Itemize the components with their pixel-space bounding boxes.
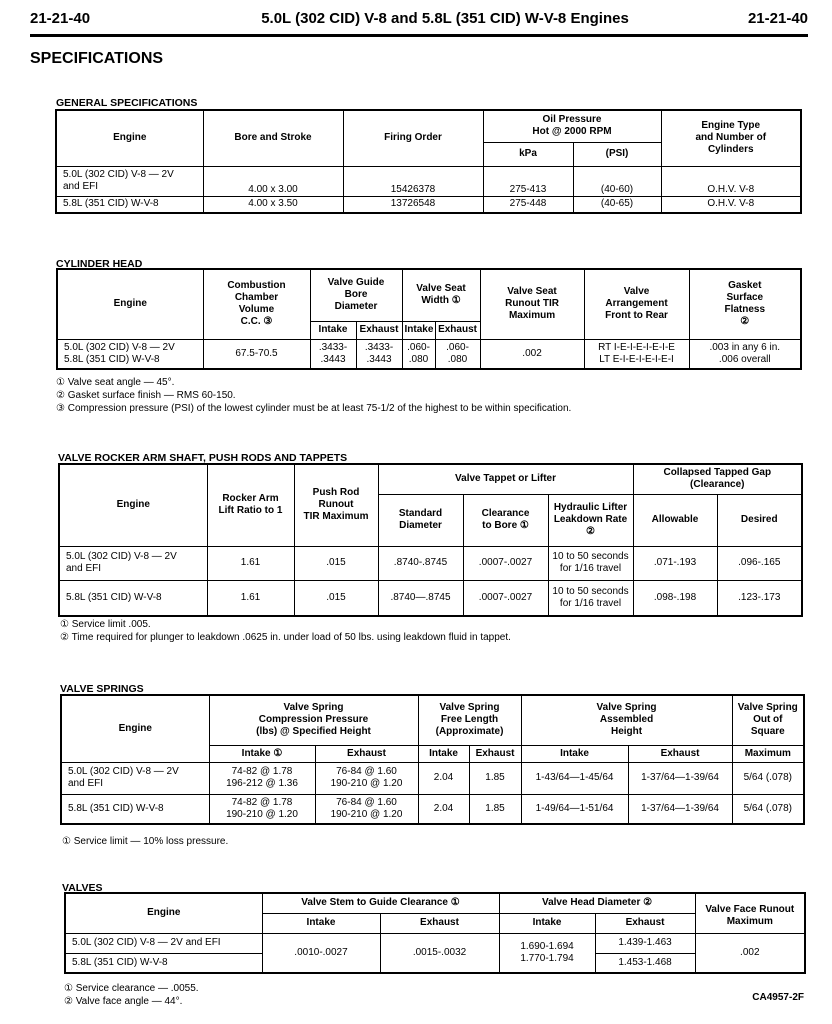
square-cell: 5/64 (.078) bbox=[732, 794, 804, 824]
ratio-cell: 1.61 bbox=[207, 546, 294, 580]
head-exhaust-cell: 1.439-1.463 bbox=[595, 933, 695, 953]
page-header bbox=[30, 6, 808, 37]
asm-intake-cell: 1-43/64—1-45/64 bbox=[521, 762, 628, 794]
head-header-gasket: Gasket Surface Flatness ② bbox=[689, 269, 801, 339]
springs-header-free: Valve Spring Free Length (Approximate) bbox=[418, 695, 521, 745]
springs-table bbox=[60, 694, 805, 825]
footnote: ③ Compression pressure (PSI) of the lowest cylinder must be at least 75-1/2 of the highest to be within specification. bbox=[56, 403, 572, 414]
table-row bbox=[56, 196, 801, 213]
head-header-runout: Valve Seat Runout TIR Maximum bbox=[480, 269, 584, 339]
engine-cell: 5.8L (351 CID) W-V-8 bbox=[56, 196, 203, 213]
page-header-title: 5.0L (302 CID) V-8 and 5.8L (351 CID) W-V-8 Engines bbox=[261, 10, 629, 27]
general-header-kpa: kPa bbox=[483, 142, 573, 166]
kpa-cell: 275-448 bbox=[483, 196, 573, 213]
gasket-cell: .003 in any 6 in. .006 overall bbox=[689, 339, 801, 369]
engine-cell: 5.0L (302 CID) V-8 — 2V 5.8L (351 CID) W-V-8 bbox=[57, 339, 203, 369]
valves-header-face: Valve Face Runout Maximum bbox=[695, 893, 805, 933]
general-specs-title: GENERAL SPECIFICATIONS bbox=[56, 97, 198, 109]
allow-cell: .098-.198 bbox=[633, 580, 717, 616]
figure-code: CA4957-2F bbox=[752, 992, 804, 1003]
engine-cell: 5.8L (351 CID) W-V-8 bbox=[61, 794, 209, 824]
head-header-seat-width: Valve Seat Width ① bbox=[402, 269, 480, 321]
valves-header-head-intake: Intake bbox=[499, 913, 595, 933]
rocker-header-leak: Hydraulic Lifter Leakdown Rate ② bbox=[548, 494, 633, 546]
bore-cell: 4.00 x 3.50 bbox=[203, 196, 343, 213]
valves-header-stem-intake: Intake bbox=[262, 913, 380, 933]
rocker-header-pushrod: Push Rod Runout TIR Maximum bbox=[294, 464, 378, 546]
type-cell: O.H.V. V-8 bbox=[661, 196, 801, 213]
valves-header-head: Valve Head Diameter ② bbox=[499, 893, 695, 913]
valves-title: VALVES bbox=[62, 882, 103, 894]
guide-intake-cell: .3433- .3443 bbox=[310, 339, 356, 369]
runout-cell: .002 bbox=[480, 339, 584, 369]
page-number-left: 21-21-40 bbox=[30, 10, 91, 27]
allow-cell: .071-.193 bbox=[633, 546, 717, 580]
std-cell: .8740—.8745 bbox=[378, 580, 463, 616]
leak-cell: 10 to 50 seconds for 1/16 travel bbox=[548, 580, 633, 616]
footnote: ① Valve seat angle — 45°. bbox=[56, 377, 175, 388]
type-cell: O.H.V. V-8 bbox=[661, 166, 801, 196]
table-row bbox=[61, 794, 804, 824]
ratio-cell: 1.61 bbox=[207, 580, 294, 616]
head-header-arrangement: Valve Arrangement Front to Rear bbox=[584, 269, 689, 339]
arrangement-cell: RT I-E-I-E-I-E-I-E LT E-I-E-I-E-I-E-I bbox=[584, 339, 689, 369]
std-cell: .8740-.8745 bbox=[378, 546, 463, 580]
general-specs-table bbox=[55, 109, 802, 214]
table-row bbox=[59, 580, 802, 616]
general-header-type: Engine Type and Number of Cylinders bbox=[661, 110, 801, 166]
springs-header-engine: Engine bbox=[61, 695, 209, 762]
desired-cell: .123-.173 bbox=[717, 580, 802, 616]
bore-cell: 4.00 x 3.00 bbox=[203, 166, 343, 196]
engine-cell: 5.8L (351 CID) W-V-8 bbox=[59, 580, 207, 616]
engine-cell: 5.0L (302 CID) V-8 — 2V and EFI bbox=[59, 546, 207, 580]
rocker-header-gap: Collapsed Tapped Gap (Clearance) bbox=[633, 464, 802, 494]
square-cell: 5/64 (.078) bbox=[732, 762, 804, 794]
footnote: ② Gasket surface finish — RMS 60-150. bbox=[56, 390, 236, 401]
rocker-header-desired: Desired bbox=[717, 494, 802, 546]
footnote: ② Valve face angle — 44°. bbox=[64, 996, 183, 1007]
guide-exhaust-cell: .3433- .3443 bbox=[356, 339, 402, 369]
general-header-bore: Bore and Stroke bbox=[203, 110, 343, 166]
stem-intake-cell: .0010-.0027 bbox=[262, 933, 380, 973]
seat-intake-cell: .060- .080 bbox=[402, 339, 435, 369]
rocker-header-ratio: Rocker Arm Lift Ratio to 1 bbox=[207, 464, 294, 546]
springs-header-comp-intake: Intake ① bbox=[209, 745, 315, 762]
pushrod-cell: .015 bbox=[294, 580, 378, 616]
firing-cell: 13726548 bbox=[343, 196, 483, 213]
table-row bbox=[56, 166, 801, 196]
engine-cell: 5.0L (302 CID) V-8 — 2V and EFI bbox=[56, 166, 203, 196]
footnote: ② Time required for plunger to leakdown .0625 in. under load of 50 lbs. using leakdown fluid in tappet. bbox=[60, 632, 511, 643]
general-header-psi: (PSI) bbox=[573, 142, 661, 166]
free-intake-cell: 2.04 bbox=[418, 762, 469, 794]
valves-header-stem: Valve Stem to Guide Clearance ① bbox=[262, 893, 499, 913]
comp-intake-cell: 74-82 @ 1.78 190-210 @ 1.20 bbox=[209, 794, 315, 824]
free-exhaust-cell: 1.85 bbox=[469, 794, 521, 824]
combustion-cell: 67.5-70.5 bbox=[203, 339, 310, 369]
leak-cell: 10 to 50 seconds for 1/16 travel bbox=[548, 546, 633, 580]
seat-exhaust-cell: .060- .080 bbox=[435, 339, 480, 369]
stem-exhaust-cell: .0015-.0032 bbox=[380, 933, 499, 973]
general-header-firing: Firing Order bbox=[343, 110, 483, 166]
table-row bbox=[59, 546, 802, 580]
clear-cell: .0007-.0027 bbox=[463, 546, 548, 580]
psi-cell: (40-65) bbox=[573, 196, 661, 213]
comp-intake-cell: 74-82 @ 1.78 196-212 @ 1.36 bbox=[209, 762, 315, 794]
comp-exhaust-cell: 76-84 @ 1.60 190-210 @ 1.20 bbox=[315, 794, 418, 824]
footnote: ① Service limit — 10% loss pressure. bbox=[62, 836, 229, 847]
firing-cell: 15426378 bbox=[343, 166, 483, 196]
springs-header-free-exhaust: Exhaust bbox=[469, 745, 521, 762]
page-title: SPECIFICATIONS bbox=[30, 50, 164, 67]
springs-header-free-intake: Intake bbox=[418, 745, 469, 762]
table-row bbox=[61, 762, 804, 794]
footnote: ① Service limit .005. bbox=[60, 619, 151, 630]
rocker-header-clear: Clearance to Bore ① bbox=[463, 494, 548, 546]
page-number-right: 21-21-40 bbox=[747, 10, 808, 27]
head-intake-cell: 1.690-1.694 1.770-1.794 bbox=[499, 933, 595, 973]
springs-header-maximum: Maximum bbox=[732, 745, 804, 762]
rocker-table bbox=[58, 463, 803, 617]
rocker-header-allowable: Allowable bbox=[633, 494, 717, 546]
head-header-guide-exhaust: Exhaust bbox=[356, 321, 402, 339]
engine-cell: 5.0L (302 CID) V-8 — 2V and EFI bbox=[65, 933, 262, 953]
head-header-guide-intake: Intake bbox=[310, 321, 356, 339]
springs-header-square: Valve Spring Out of Square bbox=[732, 695, 804, 745]
valves-header-engine: Engine bbox=[65, 893, 262, 933]
rocker-title: VALVE ROCKER ARM SHAFT, PUSH RODS AND TAPPETS bbox=[58, 452, 348, 464]
kpa-cell: 275-413 bbox=[483, 166, 573, 196]
cylinder-head-table bbox=[56, 268, 802, 370]
table-row bbox=[65, 933, 805, 953]
valves-header-stem-exhaust: Exhaust bbox=[380, 913, 499, 933]
springs-header-asm-exhaust: Exhaust bbox=[628, 745, 732, 762]
valves-table bbox=[64, 892, 806, 974]
cylinder-head-title: CYLINDER HEAD bbox=[56, 258, 143, 270]
free-intake-cell: 2.04 bbox=[418, 794, 469, 824]
footnote: ① Service clearance — .0055. bbox=[64, 983, 199, 994]
face-runout-cell: .002 bbox=[695, 933, 805, 973]
head-header-engine: Engine bbox=[57, 269, 203, 339]
head-header-seat-intake: Intake bbox=[402, 321, 435, 339]
rocker-header-std: Standard Diameter bbox=[378, 494, 463, 546]
pushrod-cell: .015 bbox=[294, 546, 378, 580]
springs-header-comp-exhaust: Exhaust bbox=[315, 745, 418, 762]
general-header-oil: Oil Pressure Hot @ 2000 RPM bbox=[483, 110, 661, 142]
asm-exhaust-cell: 1-37/64—1-39/64 bbox=[628, 762, 732, 794]
psi-cell: (40-60) bbox=[573, 166, 661, 196]
asm-intake-cell: 1-49/64—1-51/64 bbox=[521, 794, 628, 824]
rocker-header-engine: Engine bbox=[59, 464, 207, 546]
springs-header-assembled: Valve Spring Assembled Height bbox=[521, 695, 732, 745]
free-exhaust-cell: 1.85 bbox=[469, 762, 521, 794]
asm-exhaust-cell: 1-37/64—1-39/64 bbox=[628, 794, 732, 824]
head-exhaust-cell: 1.453-1.468 bbox=[595, 953, 695, 973]
valves-header-head-exhaust: Exhaust bbox=[595, 913, 695, 933]
rocker-header-tappet: Valve Tappet or Lifter bbox=[378, 464, 633, 494]
springs-title: VALVE SPRINGS bbox=[60, 683, 144, 695]
table-row bbox=[57, 339, 801, 369]
springs-header-comp: Valve Spring Compression Pressure (lbs) @ Specified Height bbox=[209, 695, 418, 745]
head-header-guide: Valve Guide Bore Diameter bbox=[310, 269, 402, 321]
general-header-engine: Engine bbox=[56, 110, 203, 166]
head-header-seat-exhaust: Exhaust bbox=[435, 321, 480, 339]
clear-cell: .0007-.0027 bbox=[463, 580, 548, 616]
engine-cell: 5.0L (302 CID) V-8 — 2V and EFI bbox=[61, 762, 209, 794]
head-header-combustion: Combustion Chamber Volume C.C. ③ bbox=[203, 269, 310, 339]
comp-exhaust-cell: 76-84 @ 1.60 190-210 @ 1.20 bbox=[315, 762, 418, 794]
desired-cell: .096-.165 bbox=[717, 546, 802, 580]
springs-header-asm-intake: Intake bbox=[521, 745, 628, 762]
engine-cell: 5.8L (351 CID) W-V-8 bbox=[65, 953, 262, 973]
